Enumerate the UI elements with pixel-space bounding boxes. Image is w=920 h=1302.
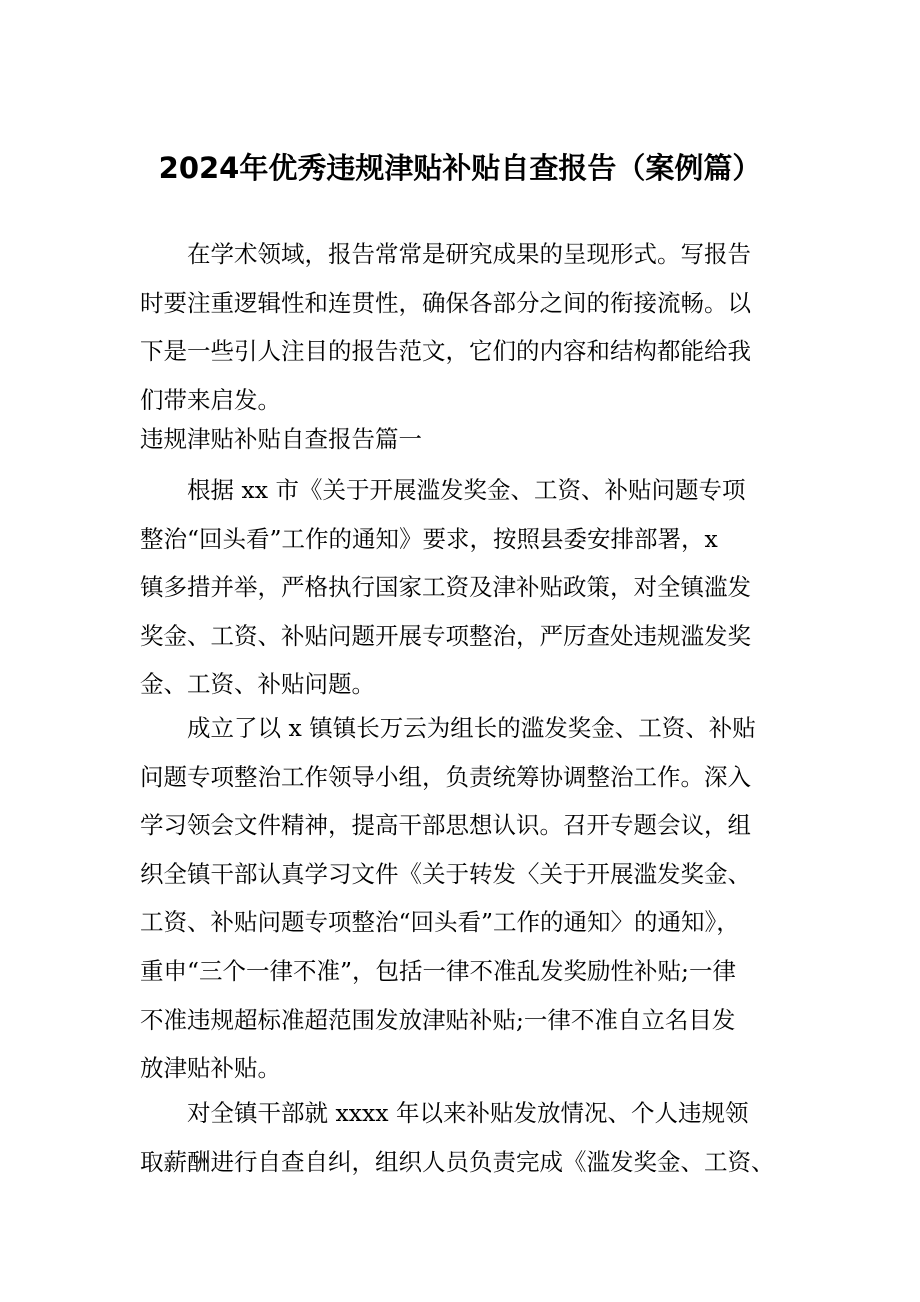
section-heading: 违规津贴补贴自查报告篇一 bbox=[140, 425, 422, 453]
text-line: 取薪酬进行自查自纠，组织人员负责完成《滥发奖金、工资、 bbox=[140, 1147, 775, 1176]
document-title: 2024年优秀违规津贴补贴自查报告（案例篇） bbox=[158, 151, 762, 185]
text-line: 根据 xx 市《关于开展滥发奖金、工资、补贴问题专项 bbox=[187, 476, 746, 504]
text-line: 学习领会文件精神，提高干部思想认识。召开专题会议，组 bbox=[140, 811, 751, 840]
text-line: 下是一些引人注目的报告范文，它们的内容和结构都能给我 bbox=[140, 337, 751, 366]
text-line: 金、工资、补贴问题。 bbox=[140, 670, 375, 699]
text-line: 时要注重逻辑性和连贯性，确保各部分之间的衔接流畅。以 bbox=[140, 288, 751, 317]
text-line: 织全镇干部认真学习文件《关于转发〈关于开展滥发奖金、 bbox=[140, 859, 751, 888]
text-line: 问题专项整治工作领导小组，负责统筹协调整治工作。深入 bbox=[140, 762, 751, 791]
text-line: 工资、补贴问题专项整治“回头看”工作的通知〉的通知》， bbox=[140, 908, 740, 937]
text-line: 奖金、工资、补贴问题开展专项整治，严厉查处违规滥发奖 bbox=[140, 621, 751, 650]
text-line: 重申“三个一律不准”，包括一律不准乱发奖励性补贴;一律 bbox=[140, 956, 736, 985]
intro-paragraph bbox=[140, 230, 795, 424]
paragraph-2 bbox=[140, 704, 795, 1093]
text-line: 放津贴补贴。 bbox=[140, 1054, 281, 1083]
text-line: 成立了以 x 镇镇长万云为组长的滥发奖金、工资、补贴 bbox=[187, 714, 756, 742]
text-line: 不准违规超标准超范围发放津贴补贴;一律不准自立名目发 bbox=[140, 1005, 736, 1034]
text-line: 在学术领域，报告常常是研究成果的呈现形式。写报告 bbox=[187, 240, 751, 268]
text-line: 镇多措并举，严格执行国家工资及津补贴政策，对全镇滥发 bbox=[140, 573, 751, 602]
text-line: 整治“回头看”工作的通知》要求，按照县委安排部署，x bbox=[140, 524, 718, 553]
paragraph-3 bbox=[140, 1089, 795, 1186]
text-line: 对全镇干部就 xxxx 年以来补贴发放情况、个人违规领 bbox=[187, 1099, 749, 1127]
paragraph-1 bbox=[140, 466, 795, 709]
text-line: 们带来启发。 bbox=[140, 385, 281, 414]
